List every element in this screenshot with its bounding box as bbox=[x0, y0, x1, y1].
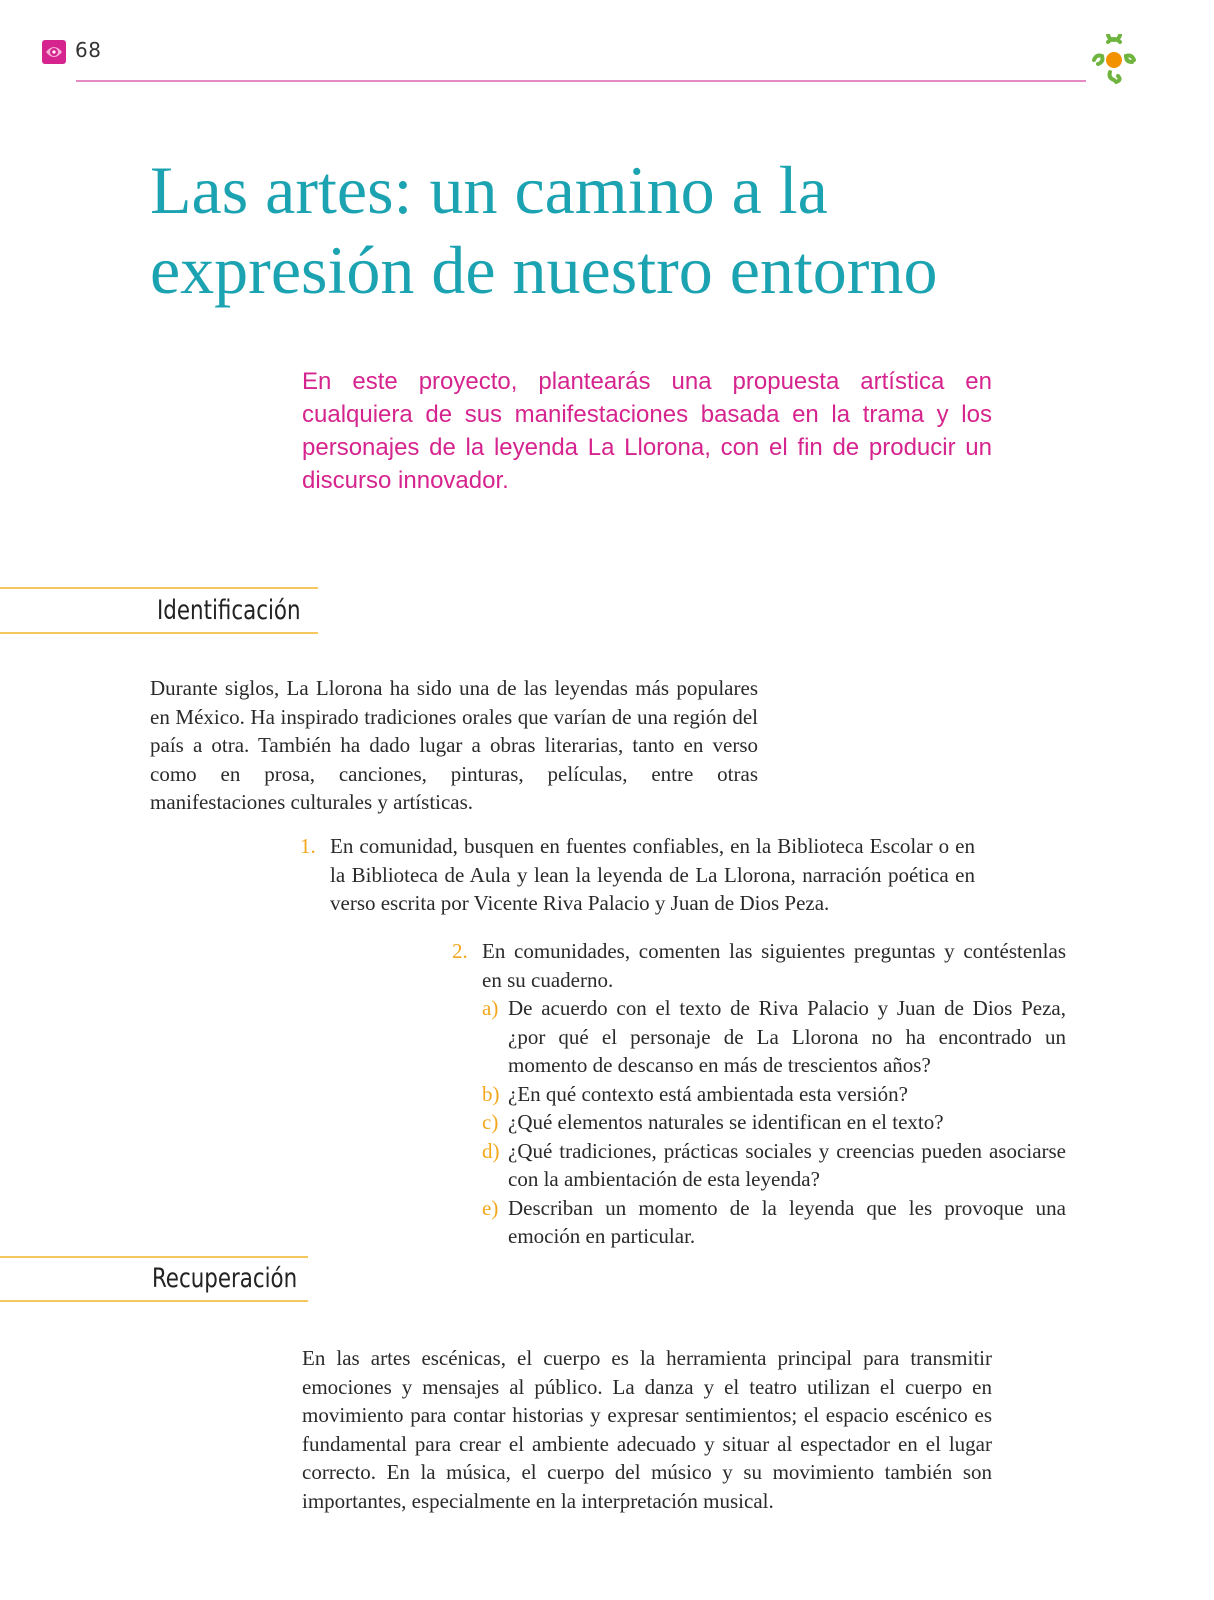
item-text: En comunidades, comenten las siguientes preguntas y contéstenlas en su cuaderno. bbox=[482, 939, 1066, 992]
section-rule-top bbox=[0, 587, 318, 589]
section-rule-bottom bbox=[0, 632, 318, 634]
question-text: De acuerdo con el texto de Riva Palacio y Juan de Dios Peza, ¿por qué el personaje de La Llorona no ha encontrado un momento de descanso en más de trescientos años? bbox=[508, 996, 1066, 1077]
list-item bbox=[482, 1137, 1066, 1194]
flower-icon bbox=[1088, 34, 1140, 86]
item-number: 1. bbox=[300, 834, 316, 858]
identificacion-paragraph: Durante siglos, La Llorona ha sido una de las leyendas más populares en México. Ha inspirado tradiciones orales que varían de una región del país a otra. También ha dado lugar a obras literarias, tanto en verso como en prosa, canciones, pinturas, películas, entre otras manifestaciones culturales y artísticas. bbox=[150, 676, 758, 814]
list-item bbox=[482, 994, 1066, 1080]
question-list bbox=[482, 994, 1066, 1251]
section-heading-identificacion: Identificación bbox=[157, 595, 301, 626]
title-line-2: expresión de nuestro entorno bbox=[150, 232, 938, 308]
title-line-1: Las artes: un camino a la bbox=[150, 152, 828, 228]
section-heading-recuperacion: Recuperación bbox=[152, 1263, 298, 1294]
page-title bbox=[150, 150, 1050, 310]
question-text: ¿Qué elementos naturales se identifican en el texto? bbox=[508, 1110, 944, 1134]
section-rule-bottom bbox=[0, 1300, 308, 1302]
section-rule-top bbox=[0, 1256, 308, 1258]
recuperacion-paragraph: En las artes escénicas, el cuerpo es la herramienta principal para transmitir emociones y mensajes al público. La danza y el teatro utilizan el cuerpo en movimiento para contar historias y expresar sentimientos; el espacio escénico es fundamental para crear el ambiente adecuado y situar al espectador en el lugar correcto. En la música, el cuerpo del músico y su movimiento también son importantes, especialmente en la interpretación musical. bbox=[302, 1346, 992, 1513]
question-letter: a) bbox=[482, 996, 499, 1020]
header-rule bbox=[76, 80, 1086, 82]
list-item bbox=[482, 1108, 1066, 1137]
list-item bbox=[482, 1080, 1066, 1109]
question-text: ¿En qué contexto está ambientada esta versión? bbox=[508, 1081, 909, 1106]
list-item bbox=[482, 1194, 1066, 1251]
activity-item-2 bbox=[452, 937, 1066, 1251]
page-ornament-icon bbox=[40, 38, 68, 66]
question-letter: d) bbox=[482, 1138, 500, 1163]
question-text: ¿Qué tradiciones, prácticas sociales y creencias pueden asociarse con la ambientación de esta leyenda? bbox=[508, 1138, 1066, 1191]
intro-paragraph: En este proyecto, plantearás una propuesta artística en cualquiera de sus manifestaciones basada en la trama y los personajes de la leyenda La Llorona, con el fin de producir un discurso innovador. bbox=[302, 368, 992, 494]
page-number: 68 bbox=[75, 38, 102, 62]
activity-item-1 bbox=[300, 832, 975, 918]
question-text: Describan un momento de la leyenda que les provoque una emoción en particular. bbox=[508, 1195, 1066, 1248]
item-text: En comunidad, busquen en fuentes confiables, en la Biblioteca Escolar o en la Biblioteca de Aula y lean la leyenda de La Llorona, narración poética en verso escrita por Vicente Riva Palacio y Juan de Dios Peza. bbox=[330, 834, 975, 915]
question-letter: e) bbox=[482, 1195, 499, 1220]
question-letter: c) bbox=[482, 1110, 499, 1134]
item-number: 2. bbox=[452, 939, 468, 963]
question-letter: b) bbox=[482, 1081, 500, 1106]
